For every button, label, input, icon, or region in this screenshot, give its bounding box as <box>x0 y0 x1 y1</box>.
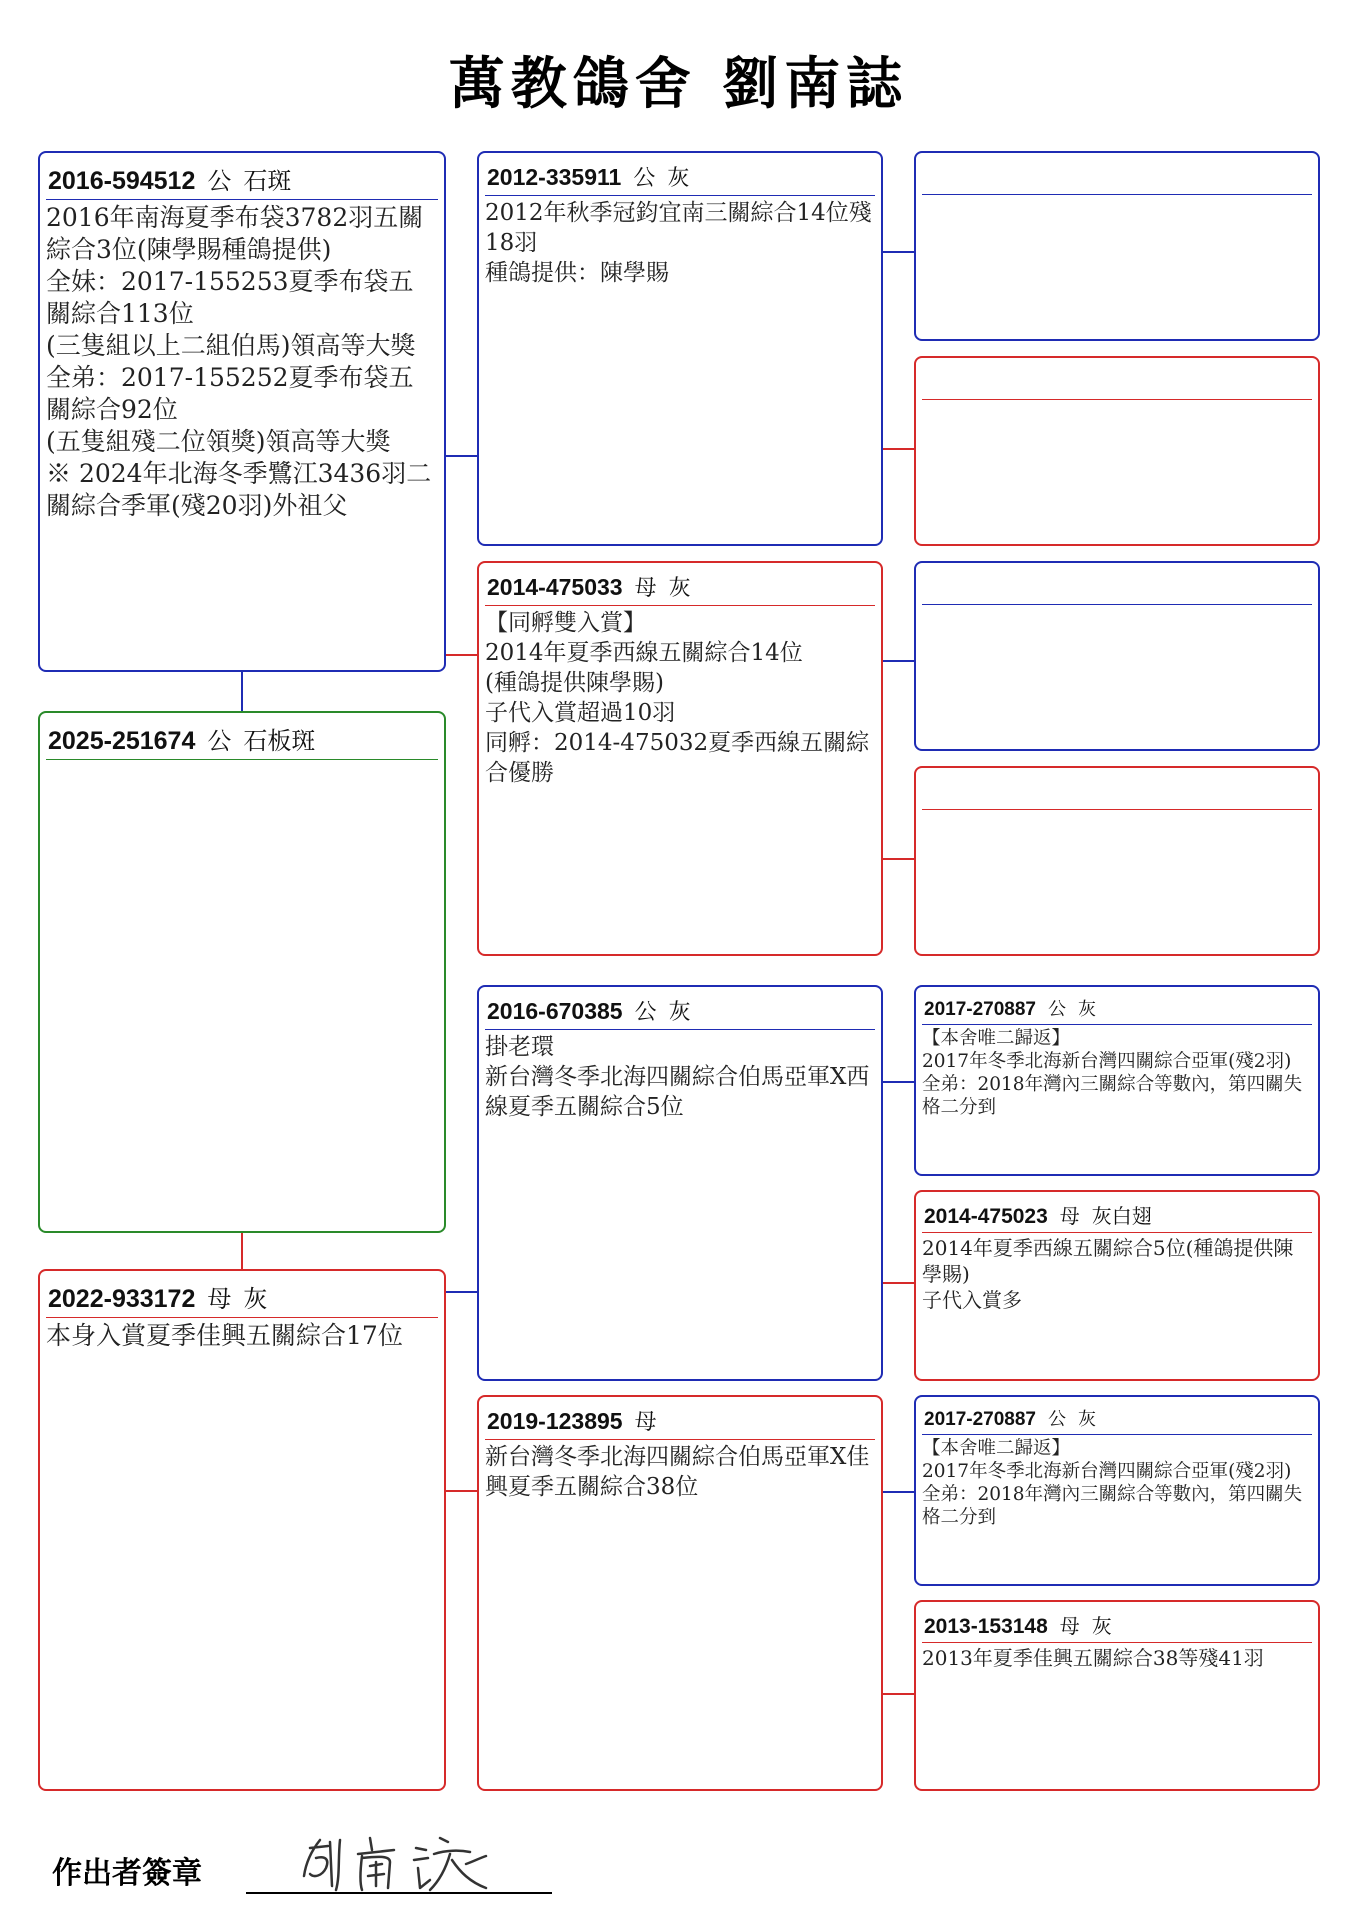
sire-sire-card <box>477 151 883 546</box>
ring-number: 2013-153148 <box>924 1615 1048 1638</box>
signature-label: 作出者簽章 <box>52 1856 202 1891</box>
dam-dam-sire-notes: 【本舍唯二歸返】 2017年冬季北海新台灣四關綜合亞軍(殘2羽) 全弟：2018年灣內三關綜合等數內，第四關失格二分到 <box>922 1438 1303 1528</box>
color: 灰 <box>667 166 690 191</box>
sex: 母 <box>634 1410 657 1435</box>
subject-header <box>46 719 438 760</box>
empty-header <box>922 571 1312 605</box>
dam-dam-card <box>477 1395 883 1791</box>
color: 灰 <box>1091 1614 1112 1638</box>
dam-sire-sire-notes: 【本舍唯二歸返】 2017年冬季北海新台灣四關綜合亞軍(殘2羽) 全弟：2018年灣內三關綜合等數內，第四關失格二分到 <box>922 1028 1303 1118</box>
page-title: 萬教鴿舍 劉南誌 <box>448 52 909 117</box>
dam-dam-header <box>485 1403 875 1440</box>
color: 灰 <box>668 1000 691 1025</box>
sire-dam-notes: 【同孵雙入賞】 2014年夏季西線五關綜合14位 (種鴿提供陳學賜) 子代入賞超過10羽 同孵：2014-475032夏季西線五關綜合優勝 <box>485 610 870 786</box>
sire-dam-sire-card <box>914 561 1320 751</box>
ring-number: 2019-123895 <box>487 1408 623 1434</box>
sire-sire-notes: 2012年秋季冠鈞宜南三關綜合14位殘18羽 種鴿提供：陳學賜 <box>485 200 872 286</box>
subject-card <box>38 711 446 1233</box>
sex: 公 <box>634 1000 657 1025</box>
ring-number: 2014-475033 <box>487 574 623 600</box>
dam-sire-dam-header <box>922 1198 1312 1233</box>
dam-sire-sire-header <box>922 993 1312 1025</box>
dam-notes: 本身入賞夏季佳興五關綜合17位 <box>46 1321 403 1350</box>
color: 灰白翅 <box>1091 1204 1152 1228</box>
sire-dam-dam-card <box>914 766 1320 956</box>
color: 灰 <box>1078 999 1096 1020</box>
sex: 公 <box>633 166 656 191</box>
color: 灰 <box>1078 1409 1096 1430</box>
dam-dam-dam-header <box>922 1608 1312 1643</box>
ring-number: 2016-594512 <box>48 167 196 195</box>
sire-card <box>38 151 446 672</box>
dam-card <box>38 1269 446 1791</box>
sire-notes: 2016年南海夏季布袋3782羽五關綜合3位(陳學賜種鴿提供) 全妹：2017-155253夏季布袋五關綜合113位 (三隻組以上二組伯馬)領高等大獎 全弟：2017-155252夏季布袋五關綜合92位 (五隻組殘二位領獎)領高等大獎 ※ 2024年北海冬季鷺江3436羽二關綜合季軍(殘20羽)外祖父 <box>46 203 432 520</box>
sex: 公 <box>207 167 232 195</box>
ring-number: 2012-335911 <box>487 164 622 190</box>
ring-number: 2022-933172 <box>48 1285 196 1313</box>
sex: 公 <box>1048 1409 1066 1430</box>
sire-sire-dam-card <box>914 356 1320 546</box>
subject-notes <box>40 760 444 762</box>
dam-dam-sire-card <box>914 1395 1320 1586</box>
ring-number: 2016-670385 <box>487 998 623 1024</box>
sex: 母 <box>634 576 657 601</box>
ring-number: 2017-270887 <box>924 1409 1036 1430</box>
sex: 母 <box>1059 1204 1080 1228</box>
empty-header <box>922 776 1312 810</box>
sire-header <box>46 159 438 200</box>
sex: 母 <box>1059 1614 1080 1638</box>
color: 灰 <box>668 576 691 601</box>
color: 灰 <box>243 1285 268 1313</box>
dam-dam-sire-header <box>922 1403 1312 1435</box>
sex: 母 <box>207 1285 232 1313</box>
dam-sire-sire-card <box>914 985 1320 1176</box>
color: 石斑 <box>243 167 292 195</box>
empty-header <box>922 161 1312 195</box>
dam-sire-dam-notes: 2014年夏季西線五關綜合5位(種鴿提供陳學賜) 子代入賞多 <box>922 1236 1294 1312</box>
ring-number: 2017-270887 <box>924 999 1036 1020</box>
sire-sire-sire-card <box>914 151 1320 341</box>
dam-dam-notes: 新台灣冬季北海四關綜合伯馬亞軍X佳興夏季五關綜合38位 <box>485 1444 870 1500</box>
sex: 公 <box>1048 999 1066 1020</box>
dam-sire-header <box>485 993 875 1030</box>
sire-sire-header <box>485 159 875 196</box>
dam-sire-notes: 掛老環 新台灣冬季北海四關綜合伯馬亞軍X西線夏季五關綜合5位 <box>485 1034 870 1120</box>
ring-number: 2014-475023 <box>924 1205 1048 1228</box>
dam-header <box>46 1277 438 1318</box>
dam-dam-dam-notes: 2013年夏季佳興五關綜合38等殘41羽 <box>922 1646 1264 1670</box>
color: 石板斑 <box>243 727 316 755</box>
ring-number: 2025-251674 <box>48 727 196 755</box>
dam-sire-dam-card <box>914 1190 1320 1381</box>
empty-header <box>922 366 1312 400</box>
dam-dam-dam-card <box>914 1600 1320 1791</box>
sire-dam-header <box>485 569 875 606</box>
sire-dam-card <box>477 561 883 956</box>
dam-sire-card <box>477 985 883 1381</box>
handwritten-signature <box>290 1828 520 1900</box>
sex: 公 <box>207 727 232 755</box>
